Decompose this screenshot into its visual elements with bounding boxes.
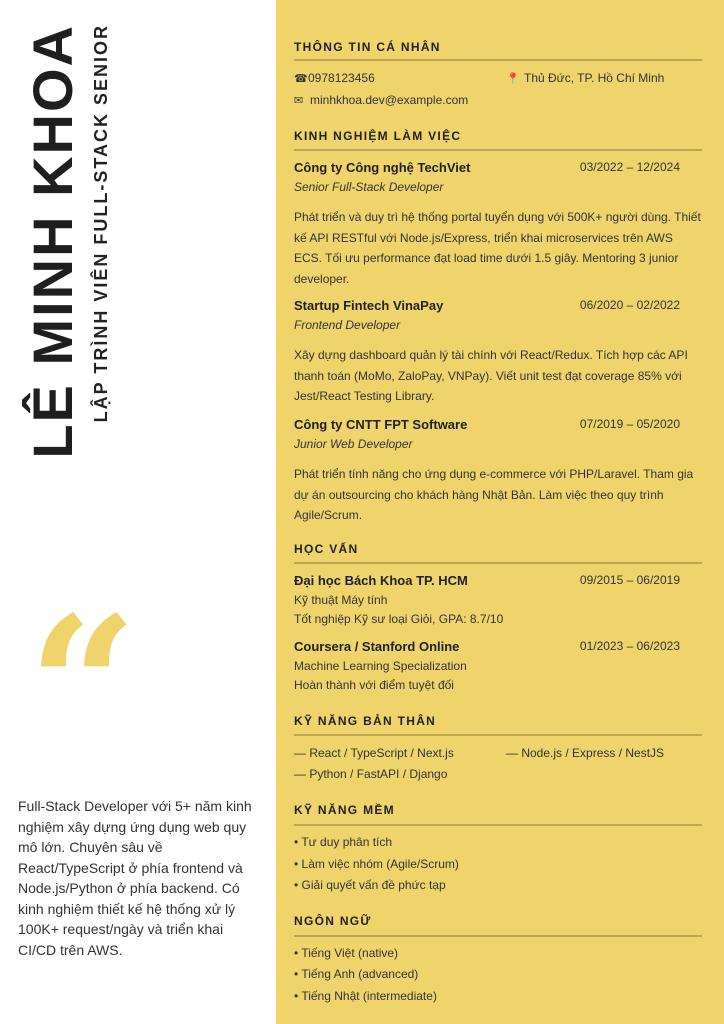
divider	[294, 734, 702, 736]
education-major: Kỹ thuật Máy tính	[294, 593, 388, 607]
profile-summary: Full-Stack Developer với 5+ năm kinh nghiệm xây dựng ứng dụng web quy mô lớn. Chuyên sâu về React/TypeScript ở phía frontend và Node.js/Python ở phía backend. Có kinh nghiệm thiết kế hệ thống xử lý 100K+ request/ngày và triển khai CI/CD trên AWS.	[18, 798, 252, 958]
phone-text: 0978123456	[308, 71, 375, 85]
soft-skill-item: • Làm việc nhóm (Agile/Scrum)	[294, 857, 459, 871]
school-name: Coursera / Stanford Online	[294, 639, 460, 654]
soft-skill-item: • Giải quyết vấn đề phức tạp	[294, 878, 446, 892]
experience-heading: KINH NGHIỆM LÀM VIỆC	[294, 129, 462, 143]
divider	[294, 562, 702, 564]
job-dates: 06/2020 – 02/2022	[579, 298, 680, 312]
email-item	[294, 93, 468, 107]
phone-item	[294, 71, 375, 85]
job-role: Senior Full-Stack Developer	[294, 180, 444, 194]
divider	[294, 59, 702, 61]
education-major: Machine Learning Specialization	[294, 659, 467, 673]
school-name: Đại học Bách Khoa TP. HCM	[294, 573, 468, 588]
skill-item: — Python / FastAPI / Django	[294, 767, 448, 781]
soft-skill-item: • Tư duy phân tích	[294, 835, 393, 849]
location-text: Thủ Đức, TP. Hồ Chí Minh	[524, 71, 665, 85]
skill-item: — React / TypeScript / Next.js	[294, 746, 454, 760]
job-dates: 07/2019 – 05/2020	[579, 417, 680, 431]
education-result: Hoàn thành với điểm tuyệt đối	[294, 678, 454, 692]
personal-info-heading: THÔNG TIN CÁ NHÂN	[294, 40, 441, 54]
phone-icon: ☎	[294, 73, 308, 85]
job-company-name: Startup Fintech VinaPay	[294, 298, 444, 313]
divider	[294, 935, 702, 937]
skills-heading: KỸ NĂNG BẢN THÂN	[294, 714, 437, 728]
email-text: minhkhoa.dev@example.com	[310, 93, 469, 107]
language-item: • Tiếng Việt (native)	[294, 946, 399, 960]
job-company	[294, 160, 702, 175]
job-dates: 03/2022 – 12/2024	[579, 160, 680, 174]
education-dates: 01/2023 – 06/2023	[579, 639, 680, 653]
job-description: Phát triển và duy trì hệ thống portal tuyển dụng với 500K+ người dùng. Thiết kế API RESTful với Node.js/Express, triển khai microservices trên AWS ECS. Tối ưu performance đạt load time dưới 1.5 giây. Mentoring 3 junior developer.	[294, 210, 701, 286]
skill-item: — Node.js / Express / NestJS	[506, 746, 665, 760]
job-description: Phát triển tính năng cho ứng dụng e-commerce với PHP/Laravel. Tham gia dự án outsourcing cho khách hàng Nhật Bản. Làm việc theo quy trình Agile/Scrum.	[294, 467, 694, 522]
language-item: • Tiếng Nhật (intermediate)	[294, 989, 437, 1003]
languages-heading: NGÔN NGỮ	[294, 914, 372, 928]
mail-icon: ✉	[294, 95, 304, 107]
language-item: • Tiếng Anh (advanced)	[294, 967, 419, 981]
job-company-name: Công ty Công nghệ TechViet	[294, 160, 471, 175]
job-company	[294, 298, 702, 313]
education-dates: 09/2015 – 06/2019	[579, 573, 680, 587]
job-description: Xây dựng dashboard quản lý tài chính với React/Redux. Tích hợp các API thanh toán (MoMo, ZaloPay, VNPay). Viết unit test đạt coverage 85% với Jest/React Testing Library.	[294, 348, 688, 403]
education-heading: HỌC VẤN	[294, 542, 359, 556]
quote-mark-icon: “	[28, 575, 138, 798]
job-company	[294, 417, 702, 432]
job-company-name: Công ty CNTT FPT Software	[294, 417, 468, 432]
divider	[294, 149, 702, 151]
location-item	[506, 71, 664, 85]
candidate-name: LÊ MINH KHOA	[21, 24, 84, 459]
candidate-title: LẬP TRÌNH VIÊN FULL-STACK SENIOR	[91, 24, 111, 423]
education-result: Tốt nghiệp Kỹ sư loại Giỏi, GPA: 8.7/10	[294, 612, 504, 626]
pin-icon: 📍	[506, 73, 520, 85]
divider	[294, 824, 702, 826]
education-school	[294, 573, 702, 588]
job-role: Junior Web Developer	[294, 437, 413, 451]
name-block	[21, 24, 124, 534]
job-role: Frontend Developer	[294, 318, 401, 332]
education-school	[294, 639, 702, 654]
soft-skills-heading: KỸ NĂNG MỀM	[294, 803, 395, 817]
